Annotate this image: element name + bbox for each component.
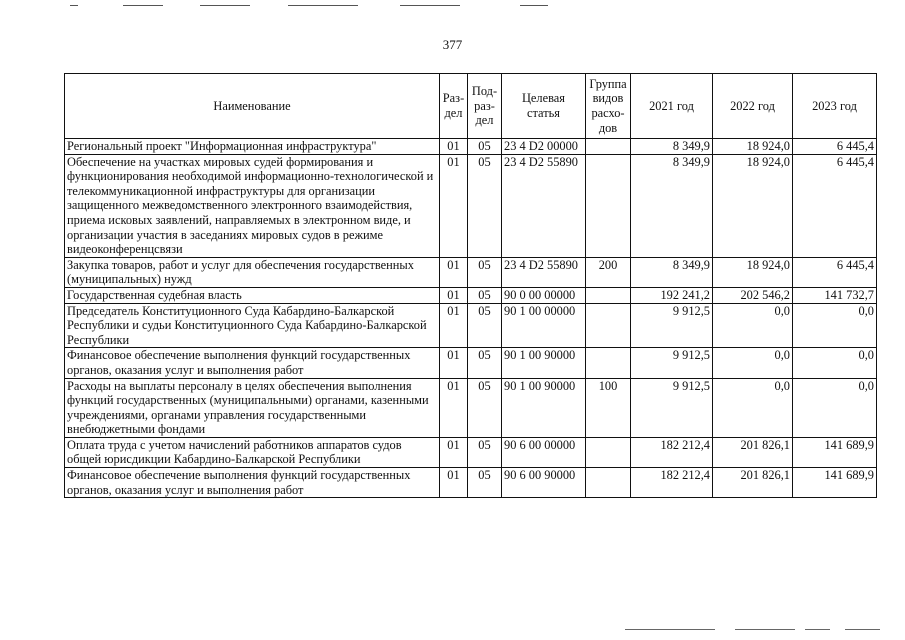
row-2022: 0,0	[713, 378, 793, 437]
row-2021: 192 241,2	[631, 287, 713, 303]
row-group: 200	[586, 257, 631, 287]
row-group	[586, 437, 631, 467]
row-2021: 9 912,5	[631, 303, 713, 348]
row-article: 90 6 00 00000	[502, 437, 586, 467]
row-name: Председатель Конституционного Суда Кабардино-Балкарской Республики и судьи Конституционного Суда Кабардино-Балкарской Республики	[65, 303, 440, 348]
row-subsection: 05	[468, 154, 502, 257]
row-subsection: 05	[468, 139, 502, 155]
header-section: Раз- дел	[440, 74, 468, 139]
row-2023: 141 732,7	[793, 287, 877, 303]
row-subsection: 05	[468, 348, 502, 378]
table-row	[65, 437, 877, 467]
row-subsection: 05	[468, 287, 502, 303]
row-2021: 8 349,9	[631, 257, 713, 287]
row-section: 01	[440, 257, 468, 287]
page-number: 377	[442, 37, 463, 52]
row-article: 90 1 00 90000	[502, 378, 586, 437]
row-2022: 18 924,0	[713, 139, 793, 155]
row-article: 23 4 D2 55890	[502, 154, 586, 257]
header-subsection: Под- раз- дел	[468, 74, 502, 139]
table-row	[65, 154, 877, 257]
row-section: 01	[440, 287, 468, 303]
row-2022: 18 924,0	[713, 257, 793, 287]
bottom-edge-marks	[0, 629, 905, 632]
header-2022: 2022 год	[713, 74, 793, 139]
row-section: 01	[440, 378, 468, 437]
budget-table	[64, 73, 877, 498]
row-name: Государственная судебная власть	[65, 287, 440, 303]
row-2023: 141 689,9	[793, 437, 877, 467]
row-2021: 8 349,9	[631, 154, 713, 257]
header-expense-group: Группа видов расхо- дов	[586, 74, 631, 139]
row-article: 23 4 D2 55890	[502, 257, 586, 287]
row-group	[586, 468, 631, 498]
row-2023: 6 445,4	[793, 257, 877, 287]
row-group	[586, 139, 631, 155]
row-section: 01	[440, 348, 468, 378]
row-subsection: 05	[468, 257, 502, 287]
row-2023: 6 445,4	[793, 154, 877, 257]
row-section: 01	[440, 139, 468, 155]
row-name: Обеспечение на участках мировых судей формирования и функционирования необходимой информационно-технологической и телекоммуникационной инфраструктуры для организации защищенного межведомственного электронного взаимодействия, приема исковых заявлений, направляемых в электронном виде, и организации участия в заседаниях мировых судов в режиме видеоконференцсвязи	[65, 154, 440, 257]
header-name: Наименование	[65, 74, 440, 139]
row-subsection: 05	[468, 437, 502, 467]
row-2021: 182 212,4	[631, 468, 713, 498]
row-subsection: 05	[468, 378, 502, 437]
row-group	[586, 154, 631, 257]
row-article: 23 4 D2 00000	[502, 139, 586, 155]
row-article: 90 1 00 00000	[502, 303, 586, 348]
row-2023: 0,0	[793, 303, 877, 348]
table-row	[65, 303, 877, 348]
row-2022: 202 546,2	[713, 287, 793, 303]
row-name: Оплата труда с учетом начислений работников аппаратов судов общей юрисдикции Кабардино-Балкарской Республики	[65, 437, 440, 467]
row-article: 90 0 00 00000	[502, 287, 586, 303]
row-2023: 141 689,9	[793, 468, 877, 498]
table-row	[65, 139, 877, 155]
row-2023: 6 445,4	[793, 139, 877, 155]
row-name: Финансовое обеспечение выполнения функций государственных органов, оказания услуг и выполнения работ	[65, 468, 440, 498]
row-2021: 182 212,4	[631, 437, 713, 467]
row-2023: 0,0	[793, 378, 877, 437]
row-2022: 18 924,0	[713, 154, 793, 257]
row-section: 01	[440, 437, 468, 467]
table-row	[65, 468, 877, 498]
table-row	[65, 348, 877, 378]
row-name: Региональный проект "Информационная инфраструктура"	[65, 139, 440, 155]
row-subsection: 05	[468, 468, 502, 498]
row-name: Финансовое обеспечение выполнения функций государственных органов, оказания услуг и выполнения работ	[65, 348, 440, 378]
row-2021: 8 349,9	[631, 139, 713, 155]
table-header-row	[65, 74, 877, 139]
row-name: Закупка товаров, работ и услуг для обеспечения государственных (муниципальных) нужд	[65, 257, 440, 287]
row-2022: 201 826,1	[713, 468, 793, 498]
row-2021: 9 912,5	[631, 348, 713, 378]
table-row	[65, 287, 877, 303]
header-2023: 2023 год	[793, 74, 877, 139]
row-2022: 0,0	[713, 348, 793, 378]
row-2022: 201 826,1	[713, 437, 793, 467]
row-name: Расходы на выплаты персоналу в целях обеспечения выполнения функций государственных (муниципальными) органами, казенными учреждениями, органами управления государственными внебюджетными фондами	[65, 378, 440, 437]
row-subsection: 05	[468, 303, 502, 348]
row-group	[586, 287, 631, 303]
row-2021: 9 912,5	[631, 378, 713, 437]
row-group	[586, 303, 631, 348]
row-group: 100	[586, 378, 631, 437]
header-article: Целевая статья	[502, 74, 586, 139]
row-2023: 0,0	[793, 348, 877, 378]
header-2021: 2021 год	[631, 74, 713, 139]
table-row	[65, 257, 877, 287]
row-section: 01	[440, 468, 468, 498]
row-2022: 0,0	[713, 303, 793, 348]
row-article: 90 1 00 90000	[502, 348, 586, 378]
table-row	[65, 378, 877, 437]
row-article: 90 6 00 90000	[502, 468, 586, 498]
row-section: 01	[440, 303, 468, 348]
row-section: 01	[440, 154, 468, 257]
row-group	[586, 348, 631, 378]
top-edge-marks	[0, 5, 905, 8]
